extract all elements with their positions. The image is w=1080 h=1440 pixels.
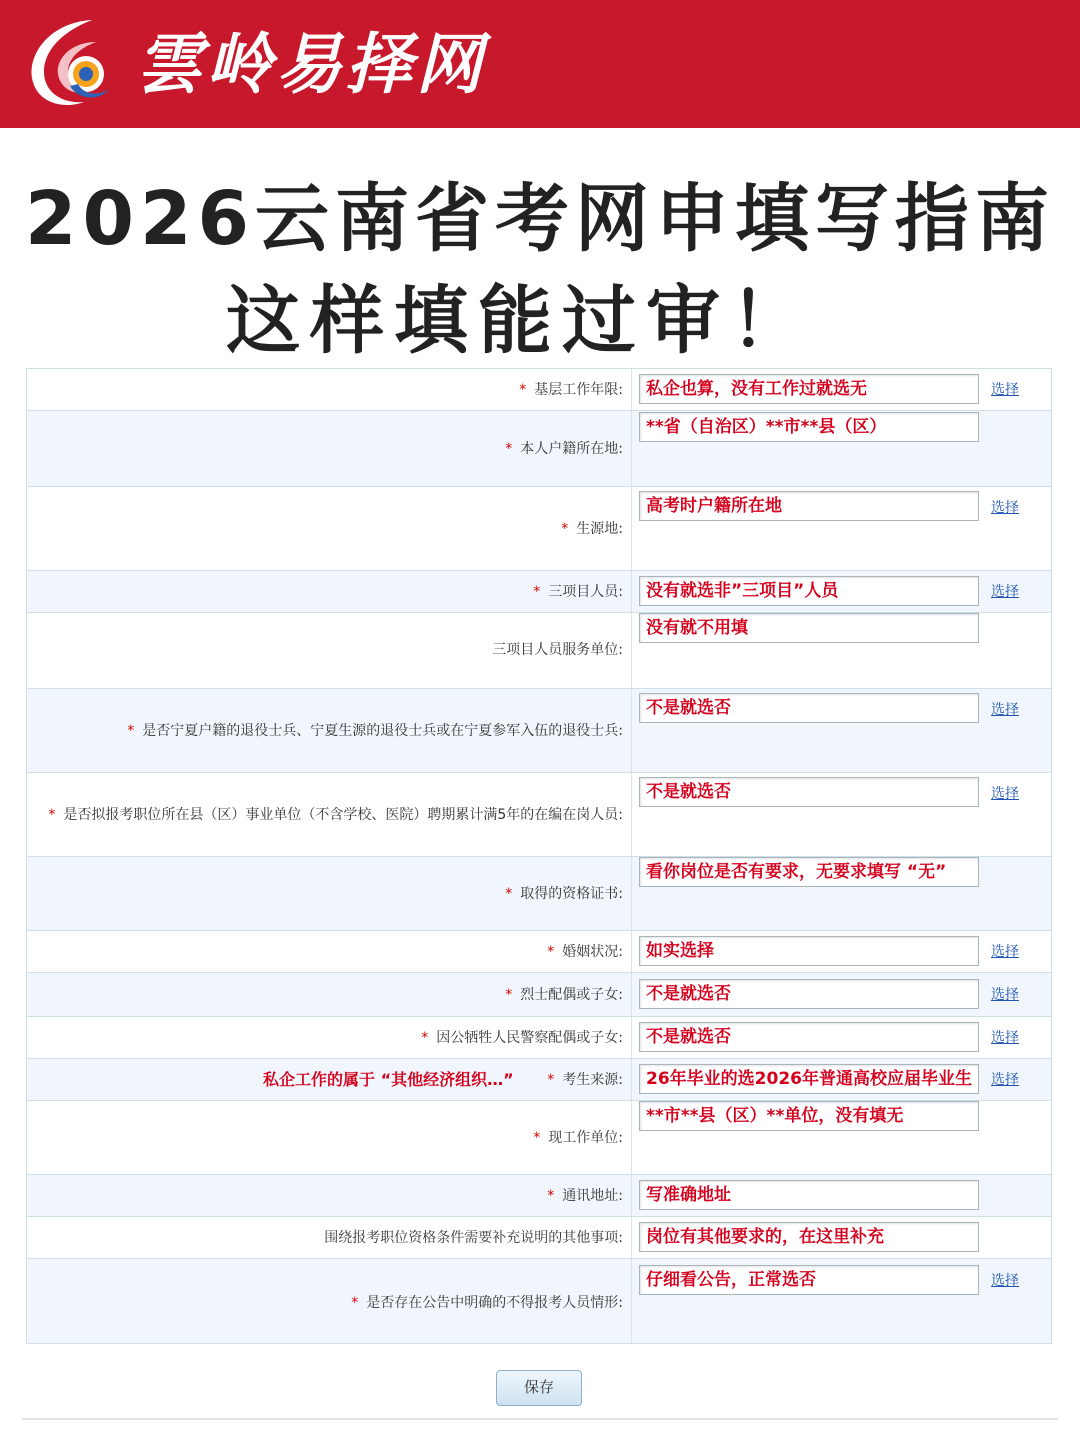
form-row-current-employer: [27, 1101, 1051, 1175]
form-label: * 通讯地址:: [547, 1188, 623, 1204]
form-row-ningxia-veteran: [27, 689, 1051, 773]
select-link[interactable]: 选择: [991, 786, 1019, 802]
candidate-source-note: 私企工作的属于 “其他经济组织…”: [263, 1070, 514, 1089]
ningxia-veteran-field[interactable]: 不是就选否: [639, 693, 979, 723]
service-unit-field[interactable]: 没有就不用填: [639, 613, 979, 643]
select-link[interactable]: 选择: [991, 382, 1019, 398]
form-label: * 生源地:: [561, 521, 623, 537]
form-row-service-unit: [27, 613, 1051, 689]
form-row-public-institution: [27, 773, 1051, 857]
current-employer-field[interactable]: **市**县（区）**单位，没有填无: [639, 1101, 979, 1131]
three-projects-field[interactable]: 没有就选非”三项目”人员: [639, 576, 979, 606]
select-link[interactable]: 选择: [991, 1072, 1019, 1088]
select-link[interactable]: 选择: [991, 1273, 1019, 1289]
form-row-martyr-family: [27, 973, 1051, 1017]
public-institution-field[interactable]: 不是就选否: [639, 777, 979, 807]
form-row-police-family: [27, 1017, 1051, 1059]
form-row-three-projects: [27, 571, 1051, 613]
select-link[interactable]: 选择: [991, 987, 1019, 1003]
grassroots-years-field[interactable]: 私企也算，没有工作过就选无: [639, 374, 979, 404]
form-row-grassroots-years: [27, 369, 1051, 411]
marital-status-field[interactable]: 如实选择: [639, 936, 979, 966]
form-label: * 三项目人员:: [533, 584, 623, 600]
form-row-origin-place: [27, 487, 1051, 571]
page-title: 2026云南省考网申填写指南: [25, 176, 1055, 262]
form-label: * 是否存在公告中明确的不得报考人员情形:: [351, 1295, 623, 1311]
household-register-field[interactable]: **省（自治区）**市**县（区）: [639, 412, 979, 442]
select-link[interactable]: 选择: [991, 944, 1019, 960]
prohibited-cases-field[interactable]: 仔细看公告，正常选否: [639, 1265, 979, 1295]
form-label: * 因公牺牲人民警察配偶或子女:: [421, 1030, 623, 1046]
other-notes-field[interactable]: 岗位有其他要求的，在这里补充: [639, 1222, 979, 1252]
select-link[interactable]: 选择: [991, 1030, 1019, 1046]
form-label: * 是否拟报考职位所在县（区）事业单位（不含学校、医院）聘期累计满5年的在编在岗人员:: [48, 807, 623, 823]
candidate-source-field[interactable]: 26年毕业的选2026年普通高校应届毕业生: [639, 1064, 979, 1094]
site-logo-icon: [22, 12, 114, 112]
mailing-address-field[interactable]: 写准确地址: [639, 1180, 979, 1210]
martyr-family-field[interactable]: 不是就选否: [639, 979, 979, 1009]
site-name: 雲岭易择网: [136, 25, 486, 103]
form-label: * 现工作单位:: [533, 1130, 623, 1146]
save-area: [22, 1344, 1058, 1420]
form-row-prohibited-cases: [27, 1259, 1051, 1343]
application-form: [26, 368, 1052, 1344]
form-label: * 婚姻状况:: [547, 944, 623, 960]
form-row-household-register: [27, 411, 1051, 487]
form-row-mailing-address: [27, 1175, 1051, 1217]
select-link[interactable]: 选择: [991, 702, 1019, 718]
form-label: * 取得的资格证书:: [505, 886, 623, 902]
police-family-field[interactable]: 不是就选否: [639, 1022, 979, 1052]
form-label: * 基层工作年限:: [519, 382, 623, 398]
form-label: 三项目人员服务单位:: [492, 642, 623, 658]
select-link[interactable]: 选择: [991, 500, 1019, 516]
select-link[interactable]: 选择: [991, 584, 1019, 600]
form-label: * 是否宁夏户籍的退役士兵、宁夏生源的退役士兵或在宁夏参军入伍的退役士兵:: [127, 723, 623, 739]
form-label: * 考生来源:: [547, 1072, 623, 1088]
header-banner: [0, 0, 1080, 128]
form-row-other-notes: [27, 1217, 1051, 1259]
form-row-certificates: [27, 857, 1051, 931]
save-button[interactable]: 保存: [496, 1370, 582, 1406]
certificates-field[interactable]: 看你岗位是否有要求，无要求填写 “无”: [639, 857, 979, 887]
form-label: 围绕报考职位资格条件需要补充说明的其他事项:: [324, 1230, 623, 1246]
page-subtitle: 这样填能过审！: [226, 278, 814, 364]
form-label: * 烈士配偶或子女:: [505, 987, 623, 1003]
form-row-candidate-source: [27, 1059, 1051, 1101]
form-label: * 本人户籍所在地:: [505, 441, 623, 457]
form-row-marital-status: [27, 931, 1051, 973]
origin-place-field[interactable]: 高考时户籍所在地: [639, 491, 979, 521]
